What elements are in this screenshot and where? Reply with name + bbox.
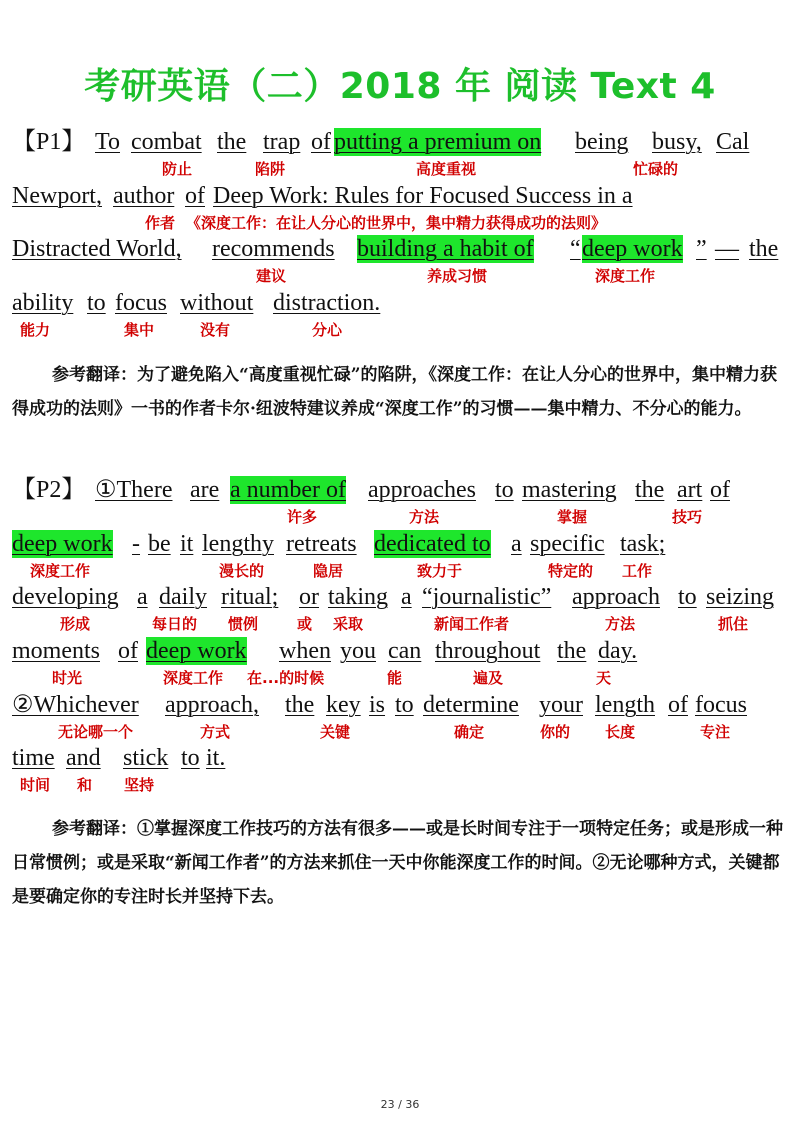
word: “journalistic” xyxy=(422,584,552,610)
word: approach, xyxy=(165,692,259,718)
word: your xyxy=(539,692,583,718)
gloss: 隐居 xyxy=(313,562,344,580)
gloss: 形成 xyxy=(60,615,91,633)
gloss: 采取 xyxy=(333,615,364,633)
word: the xyxy=(557,638,587,664)
word: the xyxy=(285,692,315,718)
word: key xyxy=(326,692,361,718)
dash: - xyxy=(132,531,140,557)
quote-mark: ” xyxy=(696,236,707,262)
word: a xyxy=(511,531,522,557)
word: a xyxy=(401,584,412,610)
word: trap xyxy=(263,129,301,155)
gloss: 高度重视 xyxy=(416,160,477,178)
word: daily xyxy=(159,584,207,610)
word: combat xyxy=(131,129,202,155)
gloss: 抓住 xyxy=(718,615,749,633)
highlighted-phrase: building a habit of xyxy=(357,236,534,262)
gloss: 遍及 xyxy=(473,669,504,687)
paragraph-marker: 【P2】 xyxy=(12,477,86,503)
word: ②Whichever xyxy=(12,692,139,718)
word: Newport, xyxy=(12,183,102,209)
gloss: 分心 xyxy=(312,321,343,339)
word: the xyxy=(749,236,779,262)
gloss: 养成习惯 xyxy=(427,267,488,285)
word: are xyxy=(190,477,220,503)
word: ritual; xyxy=(221,584,279,610)
word: mastering xyxy=(522,477,617,503)
word: art xyxy=(677,477,703,503)
word: it xyxy=(180,531,194,557)
gloss: 方式 xyxy=(200,723,231,741)
gloss: 方法 xyxy=(409,508,440,526)
paragraph-marker: 【P1】 xyxy=(12,129,86,155)
book-title: Deep Work: Rules for Focused Success in a xyxy=(213,183,633,209)
word: Distracted World, xyxy=(12,236,182,262)
gloss: 特定的 xyxy=(548,562,594,580)
gloss: 掌握 xyxy=(557,508,588,526)
highlighted-phrase: deep work xyxy=(582,236,683,262)
p2-translation: 参考翻译：①掌握深度工作技巧的方法有很多——或是长时间专注于一项特定任务；或是形成一种日常惯例；或是采取“新闻工作者”的方法来抓住一天中你能深度工作的时间。②无论哪种方式，关键都是要确定你的专注时长并坚持下去。 xyxy=(12,819,783,907)
word: to xyxy=(395,692,414,718)
gloss: 时光 xyxy=(52,669,83,687)
word: lengthy xyxy=(202,531,274,557)
gloss: 和 xyxy=(77,776,93,794)
word: or xyxy=(299,584,319,610)
word: being xyxy=(575,129,629,155)
word: moments xyxy=(12,638,100,664)
word: you xyxy=(340,638,376,664)
word: Cal xyxy=(716,129,750,155)
word: of xyxy=(710,477,730,503)
gloss: 深度工作 xyxy=(30,562,91,580)
word: to xyxy=(87,290,106,316)
word: when xyxy=(279,638,331,664)
word: busy, xyxy=(652,129,702,155)
gloss: 集中 xyxy=(124,321,155,339)
gloss: 新闻工作者 xyxy=(434,615,510,633)
gloss: 专注 xyxy=(700,723,731,741)
word: of xyxy=(118,638,138,664)
word: stick xyxy=(123,745,169,771)
highlighted-phrase: deep work xyxy=(12,531,113,557)
word: throughout xyxy=(435,638,541,664)
gloss: 时间 xyxy=(20,776,51,794)
gloss: 许多 xyxy=(287,508,318,526)
gloss: 确定 xyxy=(454,723,485,741)
gloss: 方法 xyxy=(605,615,636,633)
gloss: 关键 xyxy=(320,723,351,741)
word: the xyxy=(635,477,665,503)
p1-translation: 参考翻译：为了避免陷入“高度重视忙碌”的陷阱，《深度工作：在让人分心的世界中，集中精力获得成功的法则》一书的作者卡尔·纽波特建议养成“深度工作”的习惯——集中精力、不分心的能力。 xyxy=(12,365,778,419)
word: is xyxy=(369,692,386,718)
gloss: 天 xyxy=(596,669,612,687)
gloss: 忙碌的 xyxy=(633,160,679,178)
word: focus xyxy=(695,692,747,718)
word: length xyxy=(595,692,655,718)
gloss: 《深度工作：在让人分心的世界中，集中精力获得成功的法则》 xyxy=(186,214,607,232)
gloss: 陷阱 xyxy=(255,160,286,178)
word: to xyxy=(495,477,514,503)
highlighted-phrase: dedicated to xyxy=(374,531,491,557)
gloss: 每日的 xyxy=(152,615,198,633)
word: of xyxy=(668,692,688,718)
word: approaches xyxy=(368,477,476,503)
word: specific xyxy=(530,531,605,557)
word: the xyxy=(217,129,247,155)
gloss: 你的 xyxy=(540,723,571,741)
word: author xyxy=(113,183,175,209)
gloss: 能力 xyxy=(20,321,51,339)
gloss: 没有 xyxy=(200,321,231,339)
word: can xyxy=(388,638,422,664)
word: to xyxy=(678,584,697,610)
gloss: 作者 xyxy=(145,214,176,232)
gloss: 深度工作 xyxy=(163,669,224,687)
page-number: 23 / 36 xyxy=(380,1098,420,1111)
gloss: 长度 xyxy=(605,723,636,741)
gloss: 建议 xyxy=(256,267,287,285)
highlighted-phrase: a number of xyxy=(230,477,346,503)
word: of xyxy=(185,183,205,209)
gloss: 能 xyxy=(387,669,403,687)
word: ability xyxy=(12,290,74,316)
quote-mark: “ xyxy=(570,236,581,262)
word: a xyxy=(137,584,148,610)
gloss: 漫长的 xyxy=(219,562,265,580)
word: and xyxy=(66,745,101,771)
word: ①There xyxy=(95,477,173,503)
word: retreats xyxy=(286,531,357,557)
word: recommends xyxy=(212,236,335,262)
word: time xyxy=(12,745,55,771)
gloss: 惯例 xyxy=(228,615,259,633)
highlighted-phrase: deep work xyxy=(146,638,247,664)
word: to xyxy=(181,745,200,771)
gloss: 在...的时候 xyxy=(247,669,325,687)
word: of xyxy=(311,129,331,155)
gloss: 无论哪一个 xyxy=(58,723,134,741)
word: day. xyxy=(598,638,638,664)
word: be xyxy=(148,531,171,557)
word: taking xyxy=(328,584,388,610)
highlighted-phrase: putting a premium on xyxy=(334,129,542,155)
page-title: 考研英语（二）2018 年 阅读 Text 4 xyxy=(84,66,716,107)
gloss: 致力于 xyxy=(417,562,463,580)
word: it. xyxy=(206,745,226,771)
dash: — xyxy=(715,236,739,262)
word: developing xyxy=(12,584,119,610)
word: without xyxy=(180,290,254,316)
word: To xyxy=(95,129,120,155)
gloss: 技巧 xyxy=(672,508,703,526)
word: seizing xyxy=(706,584,774,610)
word: task; xyxy=(620,531,666,557)
word: distraction. xyxy=(273,290,381,316)
word: approach xyxy=(572,584,660,610)
gloss: 防止 xyxy=(162,160,193,178)
gloss: 或 xyxy=(297,615,313,633)
word: focus xyxy=(115,290,167,316)
gloss: 工作 xyxy=(622,562,653,580)
word: determine xyxy=(423,692,519,718)
gloss: 坚持 xyxy=(124,776,155,794)
gloss: 深度工作 xyxy=(595,267,656,285)
